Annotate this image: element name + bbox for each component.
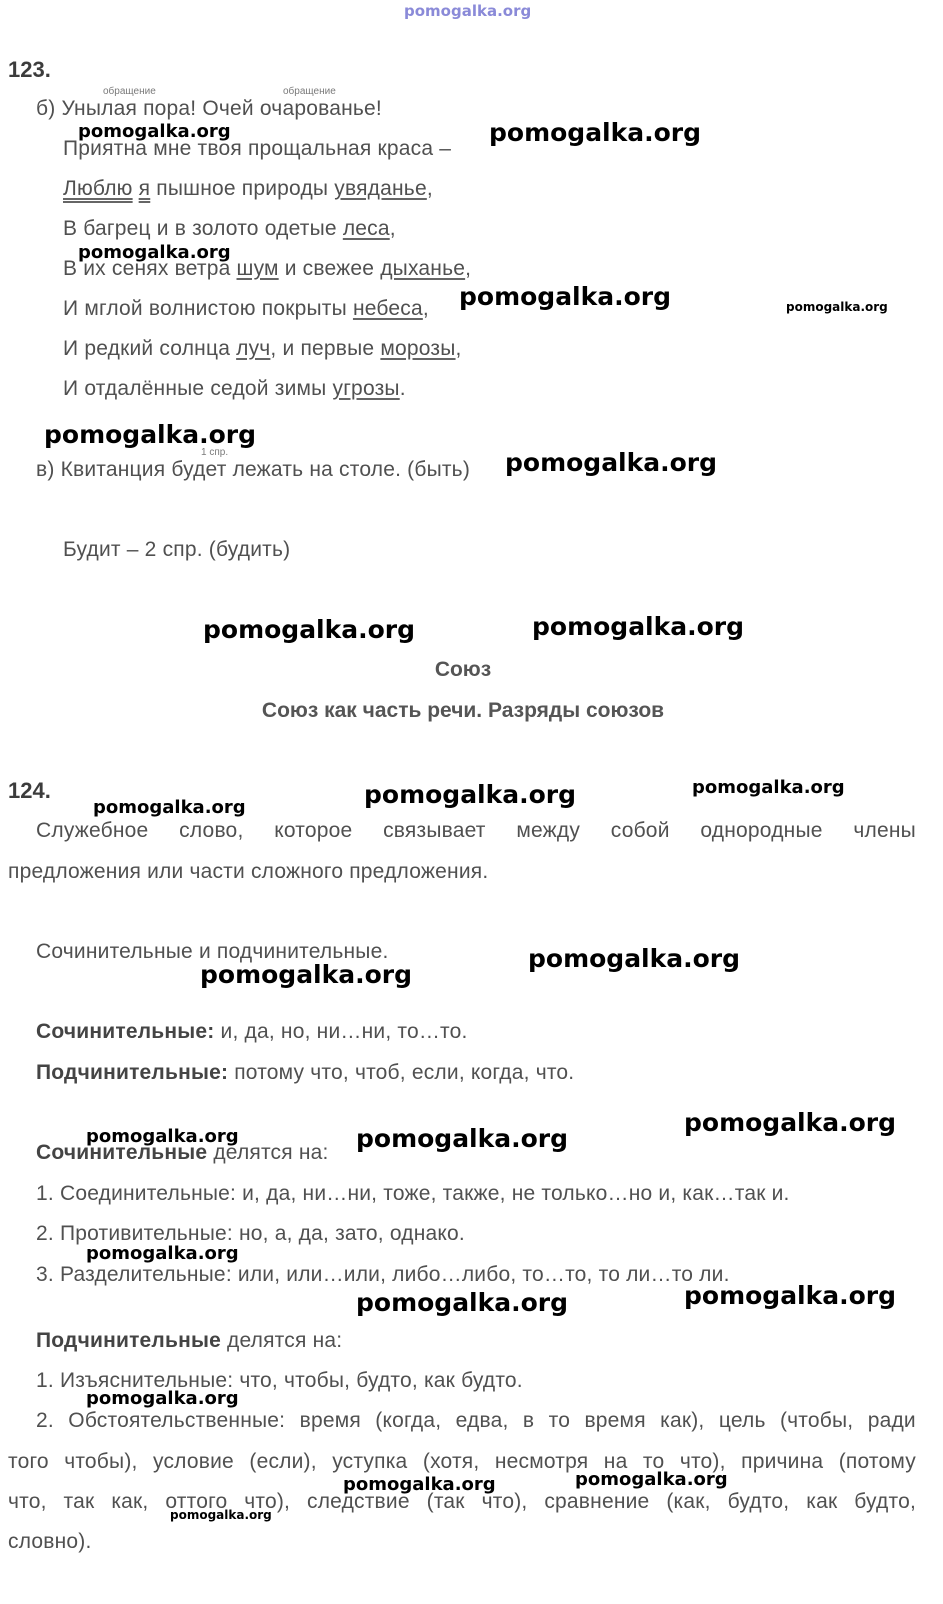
word: сравнение [544,1490,650,1513]
word: как), [660,1409,705,1432]
text: , и первые [270,337,375,360]
word: будто, [854,1490,916,1513]
text: потому что, чтоб, если, когда, что. [228,1061,575,1084]
word: цель [718,1409,766,1432]
object: шум [236,257,279,280]
watermark: pomogalka.org [93,797,246,818]
coordinating-type-1: 1. Соединительные: и, да, ни…ни, тоже, также, не только…но и, как…так и. [36,1182,790,1205]
word: (когда, [375,1409,442,1432]
text: И редкий солнца [63,337,231,360]
watermark: pomogalka.org [786,300,888,314]
note-conjugation: 1 спр. [201,447,229,458]
word: члены [853,819,916,842]
word: на [603,1450,628,1473]
watermark: pomogalka.org [684,1281,897,1310]
word: которое [274,819,353,842]
text: и свежее [284,257,375,280]
watermark: pomogalka.org [532,612,745,641]
object: небеса [352,297,423,320]
object: луч [236,337,271,360]
coordinating-type-2: 2. Противительные: но, а, да, зато, однако. [36,1222,465,1245]
label: Подчинительные: [36,1061,229,1084]
poem-line-1: Приятна мне твоя прощальная краса – [63,137,452,160]
word: то [642,1450,665,1473]
word: (если), [249,1450,317,1473]
word: что), [679,1450,726,1473]
poem-line-2 [63,177,433,201]
word: слово, [179,819,244,842]
poem-line-6 [63,337,462,361]
word: что, [8,1490,47,1513]
task123-v-line: в) Квитанция будет лежать на столе. (быть) [36,458,471,481]
watermark: pomogalka.org [692,777,845,798]
watermark: pomogalka.org [505,448,718,477]
word: как [806,1490,838,1513]
label: Подчинительные [36,1329,221,1352]
word: Обстоятельственные: [68,1409,286,1432]
object: дыханье [380,257,466,280]
object: увяданье [334,177,427,200]
text: пышное природы [156,177,329,200]
word: связывает [383,819,486,842]
poem-line-7 [63,377,406,401]
watermark: pomogalka.org [489,118,702,147]
coordinating-type-3: 3. Разделительные: или, или…или, либо…либо, то…то, то ли…то ли. [36,1263,730,1286]
word: причина [741,1450,824,1473]
watermark: pomogalka.org [200,960,413,989]
word: едва, [455,1409,509,1432]
subordinating-type-1: 1. Изъяснительные: что, чтобы, будто, как будто. [36,1369,523,1392]
task123-b-line: б) Унылая пора! Очей очарованье! [36,97,382,120]
watermark: pomogalka.org [528,944,741,973]
word: (как, [666,1490,711,1513]
subordinating-type-2-line-1 [36,1409,916,1433]
subordinating-type-2-line-4: словно). [8,1530,92,1553]
word: (чтобы, [779,1409,854,1432]
object: леса [342,217,390,240]
subordinating-division-heading [36,1329,342,1353]
note-obrashchenie-1: обращение [103,86,156,97]
text: и, да, но, ни…ни, то…то. [214,1020,468,1043]
punct: , [455,337,462,360]
word: то [548,1409,571,1432]
text: И мглой волнистою покрыты [63,297,347,320]
text: делятся на: [220,1329,343,1352]
punct: . [399,377,406,400]
word: между [516,819,581,842]
object: морозы [380,337,456,360]
task-number-124: 124. [8,778,51,803]
watermark: pomogalka.org [356,1288,569,1317]
watermark: pomogalka.org [170,1508,272,1522]
punct: , [426,177,433,200]
word: что), [481,1490,528,1513]
watermark: pomogalka.org [86,1126,239,1147]
watermark: pomogalka.org [364,780,577,809]
object: угрозы [332,377,400,400]
watermark: pomogalka.org [78,242,231,263]
word: собой [610,819,670,842]
watermark: pomogalka.org [86,1243,239,1264]
word: ради [867,1409,916,1432]
word: так [63,1490,95,1513]
predicate: Люблю [63,177,133,200]
subject: я [138,177,151,200]
watermark: pomogalka.org [78,121,231,142]
watermark: pomogalka.org [684,1108,897,1137]
watermark: pomogalka.org [343,1474,496,1495]
section-title: Союз [434,658,492,681]
definition-line-2: предложения или части сложного предложения. [8,860,489,883]
word: (так [426,1490,465,1513]
label: Сочинительные [36,1141,208,1164]
word: как, [111,1490,149,1513]
conjunction-types: Сочинительные и подчинительные. [36,940,389,963]
text: В их сенях ветра [63,257,231,280]
punct: , [389,217,396,240]
coordinating-examples [36,1020,468,1044]
text: В багрец и в золото одетые [63,217,337,240]
task-number-123: 123. [8,57,51,82]
watermark: pomogalka.org [86,1388,239,1409]
word: следствие [307,1490,410,1513]
word: время [584,1409,646,1432]
poem-line-5 [63,297,429,321]
word: того [8,1450,49,1473]
word: чтобы), [64,1450,138,1473]
watermark-top: pomogalka.org [404,2,532,20]
word: (хотя, [422,1450,480,1473]
watermark: pomogalka.org [575,1469,728,1490]
word: оттого [165,1490,228,1513]
word: условие [153,1450,234,1473]
word: 2. [36,1409,54,1432]
word: однородные [700,819,823,842]
subordinating-examples [36,1061,574,1085]
watermark: pomogalka.org [459,282,672,311]
word: время [299,1409,361,1432]
watermark: pomogalka.org [356,1124,569,1153]
definition-line-1 [36,819,916,843]
punct: , [465,257,472,280]
note-obrashchenie-2: обращение [283,86,336,97]
word: уступка [332,1450,408,1473]
word: несмотря [494,1450,589,1473]
word: (потому [838,1450,916,1473]
text: делятся на: [207,1141,329,1164]
word: Служебное [36,819,149,842]
watermark: pomogalka.org [44,420,257,449]
label: Сочинительные: [36,1020,215,1043]
watermark: pomogalka.org [203,615,416,644]
word: в [522,1409,535,1432]
section-subtitle: Союз как часть речи. Разряды союзов [261,699,665,722]
word: будто, [727,1490,790,1513]
poem-line-3 [63,217,396,241]
word: что), [244,1490,291,1513]
subordinating-type-2-line-2 [8,1450,916,1474]
punct: , [422,297,429,320]
task123-budit: Будит – 2 спр. (будить) [63,538,291,561]
text: И отдалённые седой зимы [63,377,327,400]
